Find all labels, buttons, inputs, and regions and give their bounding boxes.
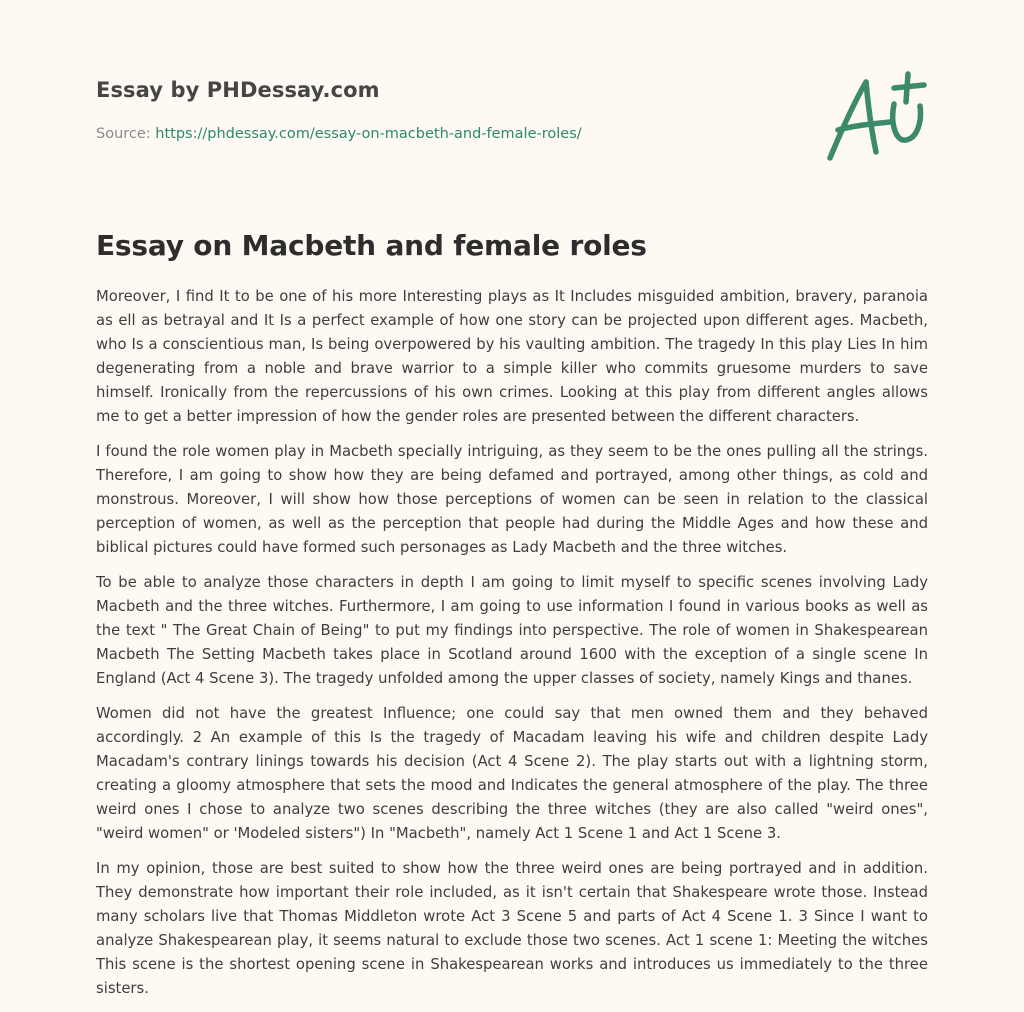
- essay-body: [96, 285, 928, 1012]
- essay-paragraph: To be able to analyze those characters in depth I am going to limit myself to specific scenes involving Lady Macbeth and the three witches. Furthermore, I am going to use information I found in various books as well as the text " The Great Chain of Being" to put my findings into perspective. The role of women in Shakespearean Macbeth The Setting Macbeth takes place in Scotland around 1600 with the exception of a single scene In England (Act 4 Scene 3). The tragedy unfolded among the upper classes of society, namely Kings and thanes.: [96, 574, 928, 687]
- source-link[interactable]: https://phdessay.com/essay-on-macbeth-and-female-roles/: [155, 126, 582, 142]
- site-title: Essay by PHDessay.com: [96, 78, 380, 102]
- source-label: Source:: [96, 126, 156, 142]
- essay-paragraph: Women did not have the greatest Influence; one could say that men owned them and they behaved accordingly. 2 An example of this Is the tragedy of Macadam leaving his wife and children despite Lady Macadam's contrary linings towards his decision (Act 4 Scene 2). The play starts out with a lightning storm, creating a gloomy atmosphere that sets the mood and Indicates the general atmosphere of the play. The three weird ones I chose to analyze two scenes describing the three witches (they are also called "weird ones", "weird women" or 'Modeled sisters") In "Macbeth", namely Act 1 Scene 1 and Act 1 Scene 3.: [96, 705, 928, 842]
- source-line: [96, 124, 796, 144]
- essay-title: Essay on Macbeth and female roles: [96, 229, 647, 262]
- essay-paragraph: Moreover, I find It to be one of his more Interesting plays as It Includes misguided ambition, bravery, paranoia as ell as betrayal and It Is a perfect example of how one story can be projected upon different ages. Macbeth, who Is a conscientious man, Is being overpowered by his vaulting ambition. The tragedy In this play Lies In him degenerating from a noble and brave warrior to a simple killer who commits gruesome murders to save himself. Ironically from the repercussions of his own crimes. Looking at this play from different angles allows me to get a better impression of how the gender roles are presented between the different characters.: [96, 288, 928, 425]
- essay-paragraph: In my opinion, those are best suited to show how the three weird ones are being portrayed and in addition. They demonstrate how important their role included, as it isn't certain that Shakespeare wrote those. Instead many scholars live that Thomas Middleton wrote Act 3 Scene 5 and parts of Act 4 Scene 1. 3 Since I want to analyze Shakespearean play, it seems natural to exclude those two scenes. Act 1 scene 1: Meeting the witches This scene is the shortest opening scene in Shakespearean works and introduces us immediately to the three sisters.: [96, 860, 928, 997]
- header: [96, 76, 796, 144]
- essay-paragraph: I found the role women play in Macbeth specially intriguing, as they seem to be the ones pulling all the strings. Therefore, I am going to show how they are being defamed and portrayed, among other things, as cold and monstrous. Moreover, I will show how those perceptions of women can be seen in relation to the classical perception of women, as well as the perception that people had during the Middle Ages and how these and biblical pictures could have formed such personages as Lady Macbeth and the three witches.: [96, 443, 928, 556]
- a-plus-grade-icon: [820, 66, 932, 166]
